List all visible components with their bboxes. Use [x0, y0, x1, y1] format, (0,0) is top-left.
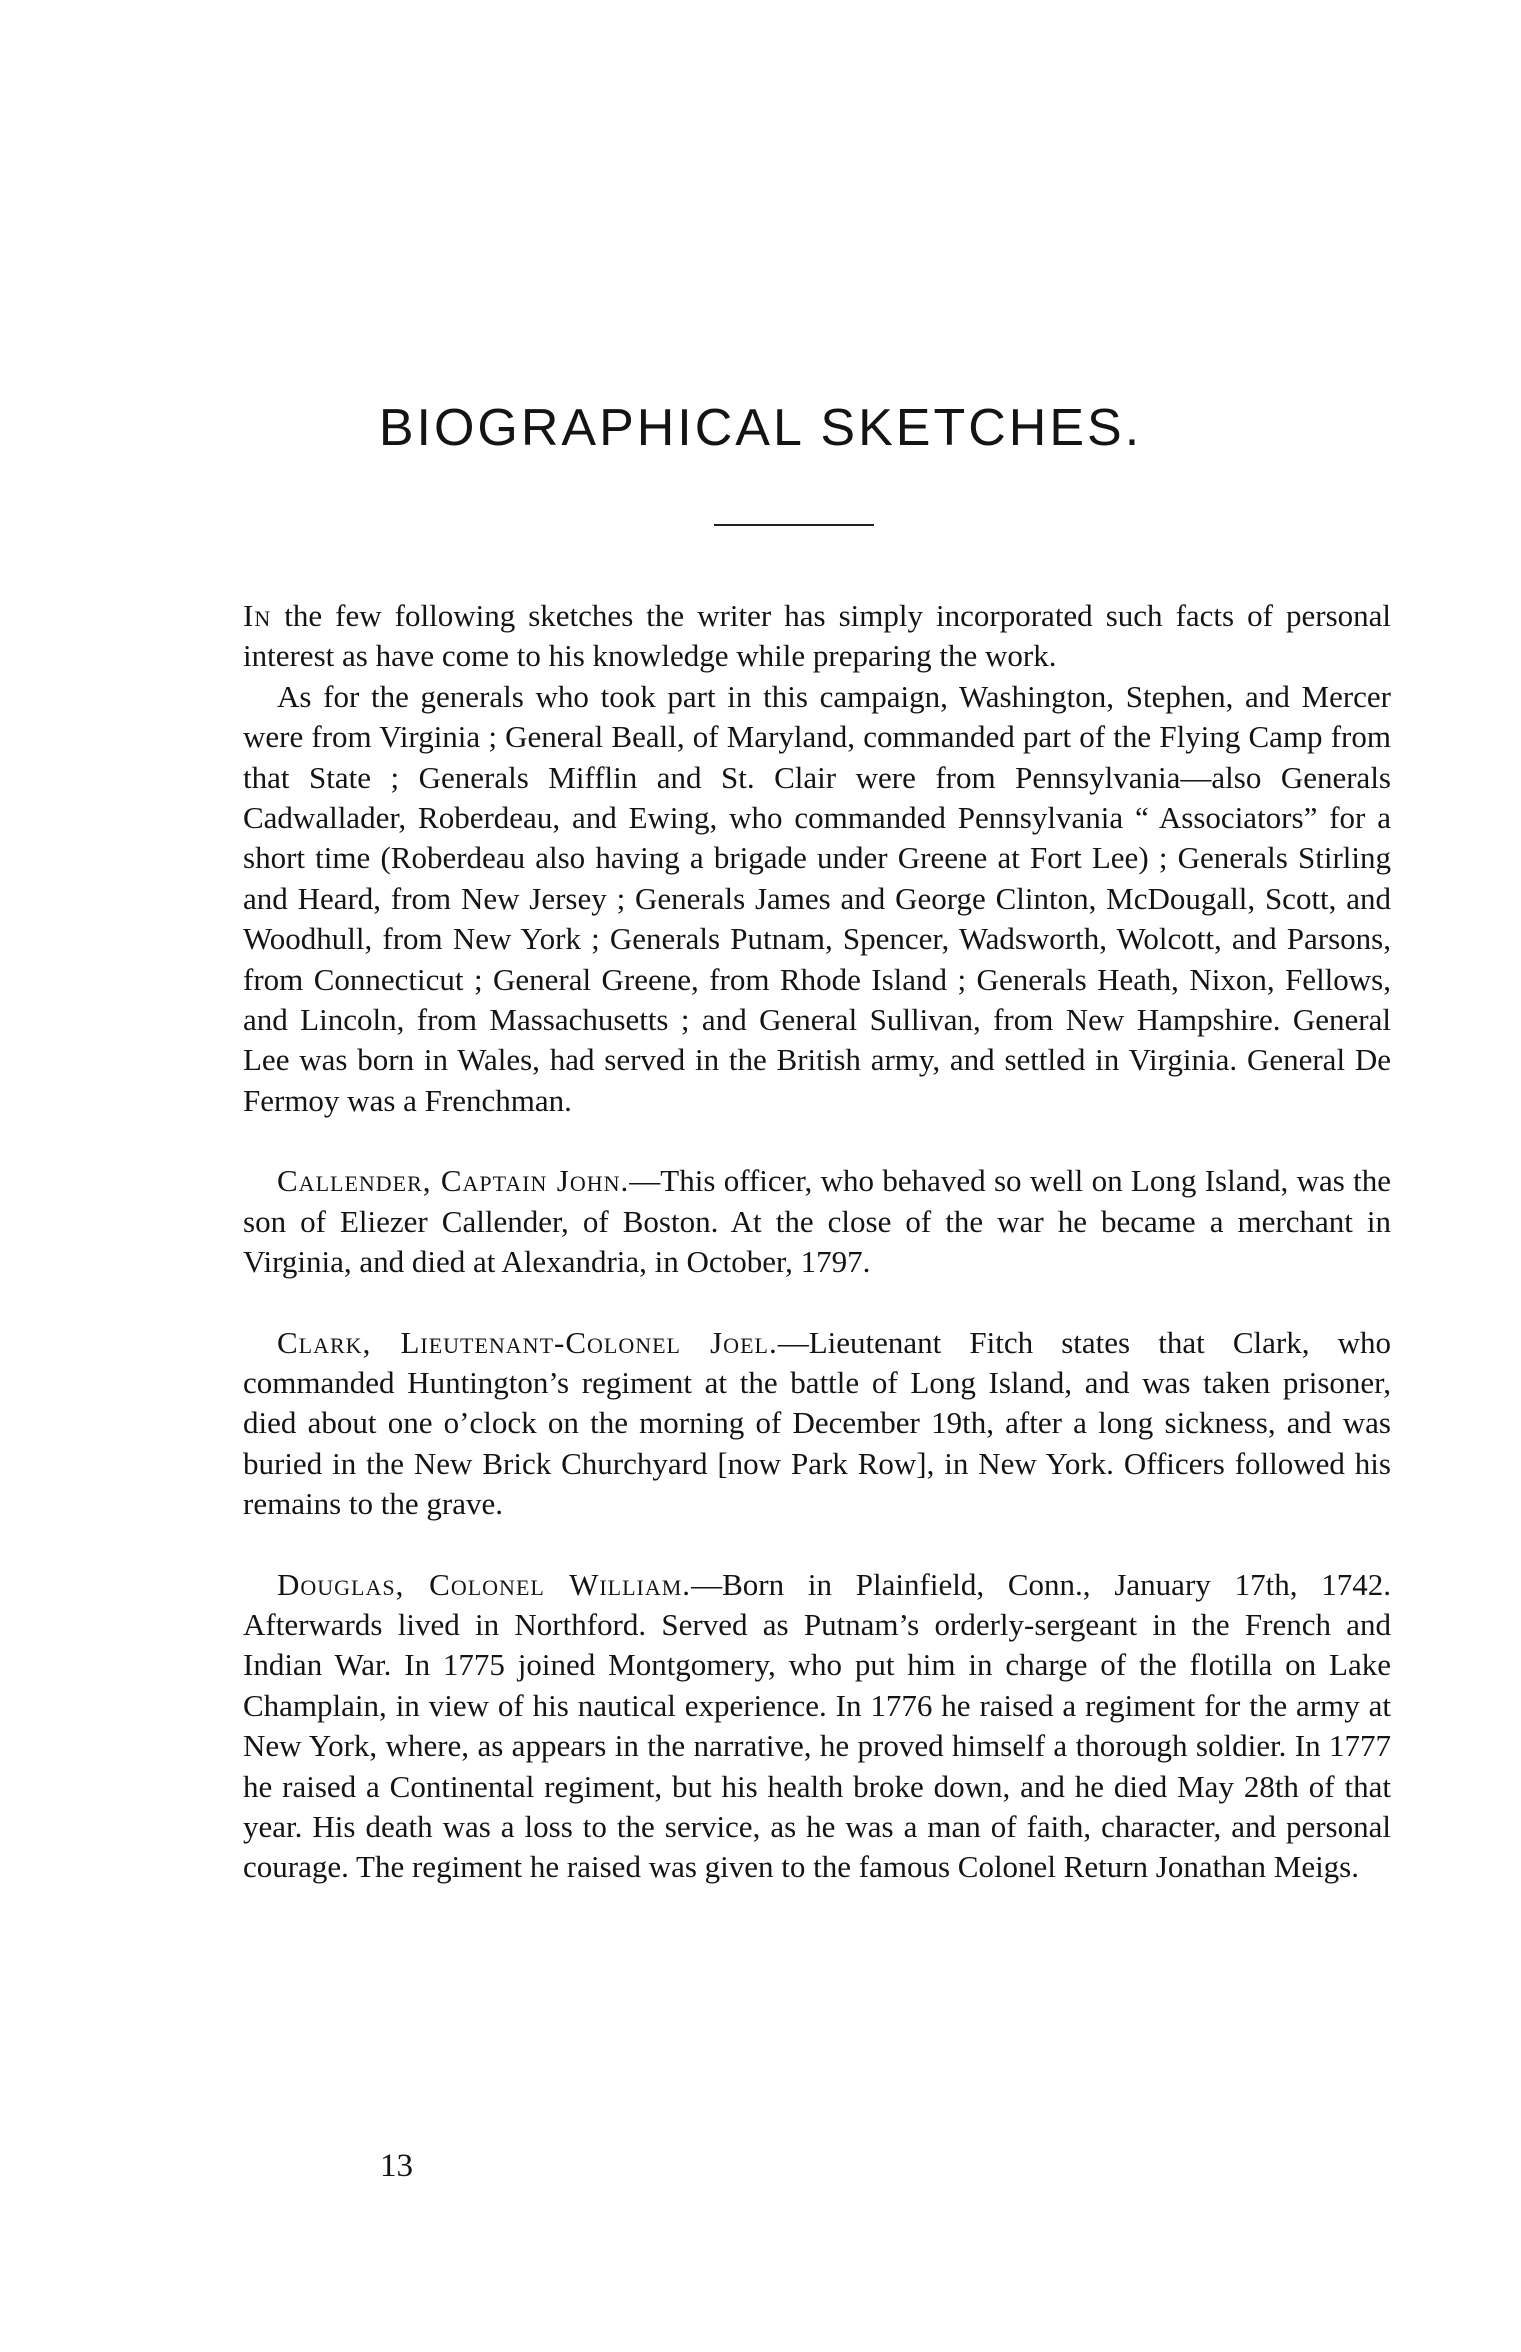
entry-text: —Born in Plainfield, Conn., January 17th, 1742. Afterwards lived in Northford. Served as Putnam’s orderly-sergeant in the French and Indian War. In 1775 joined Montgomery, who put him in charge of the flotilla on Lake Champlain, in view of his nautical experience. In 1776 he raised a regiment for the army at New York, where, as appears in the narrative, he proved himself a thorough soldier. In 1777 he raised a Continental regiment, but his health broke down, and he died May 28th of that year. His death was a loss to the service, as he was a man of faith, character, and personal courage. The regiment he raised was given to the famous Colonel Return Jonathan Meigs. — [243, 1566, 1391, 1885]
entry-heading: Clark, Lieutenant-Colonel Joel. — [277, 1324, 778, 1360]
page-body — [243, 596, 1391, 1888]
entry-text: —Lieutenant Fitch states that Clark, who commanded Huntington’s regiment at the battle of Long Island, and was taken prisoner, died about one o’clock on the morning of December 19th, after a long sickness, and was buried in the New Brick Churchyard [now Park Row], in New York. Officers followed his remains to the grave. — [243, 1324, 1391, 1522]
entry-clark — [243, 1323, 1391, 1525]
page-number: 13 — [380, 2148, 413, 2184]
entry-douglas — [243, 1565, 1391, 1888]
intro-lead-word: In — [243, 598, 272, 633]
title-rule — [714, 524, 874, 526]
entry-text: —This officer, who behaved so well on Long Island, was the son of Eliezer Callender, of Boston. At the close of the war he became a merchant in Virginia, and died at Alexandria, in October, 1797. — [243, 1163, 1391, 1280]
page-title: BIOGRAPHICAL SKETCHES. — [378, 399, 1143, 457]
intro-paragraph-1 — [243, 596, 1391, 677]
intro-paragraph-1-text: the few following sketches the writer has simply incorporated such facts of personal interest as have come to his knowledge while preparing the work. — [243, 598, 1391, 674]
intro-paragraph-2: As for the generals who took part in this campaign, Washington, Stephen, and Mercer were from Virginia ; General Beall, of Maryland, commanded part of the Flying Camp from that State ; Generals Mifflin and St. Clair were from Pennsylvania—also Generals Cadwallader, Roberdeau, and Ewing, who commanded Pennsylvania “ Associators” for a short time (Roberdeau also having a brigade under Greene at Fort Lee) ; Generals Stirling and Heard, from New Jersey ; Generals James and George Clinton, McDougall, Scott, and Woodhull, from New York ; Generals Putnam, Spencer, Wadsworth, Wolcott, and Parsons, from Connecticut ; General Greene, from Rhode Island ; Generals Heath, Nixon, Fellows, and Lincoln, from Massachusetts ; and General Sullivan, from New Hampshire. General Lee was born in Wales, had served in the British army, and settled in Virginia. General De Fermoy was a Frenchman. — [243, 678, 1391, 1118]
entry-heading: Callender, Captain John. — [277, 1163, 630, 1199]
entry-heading: Douglas, Colonel William. — [277, 1566, 692, 1602]
entry-callender — [243, 1161, 1391, 1282]
